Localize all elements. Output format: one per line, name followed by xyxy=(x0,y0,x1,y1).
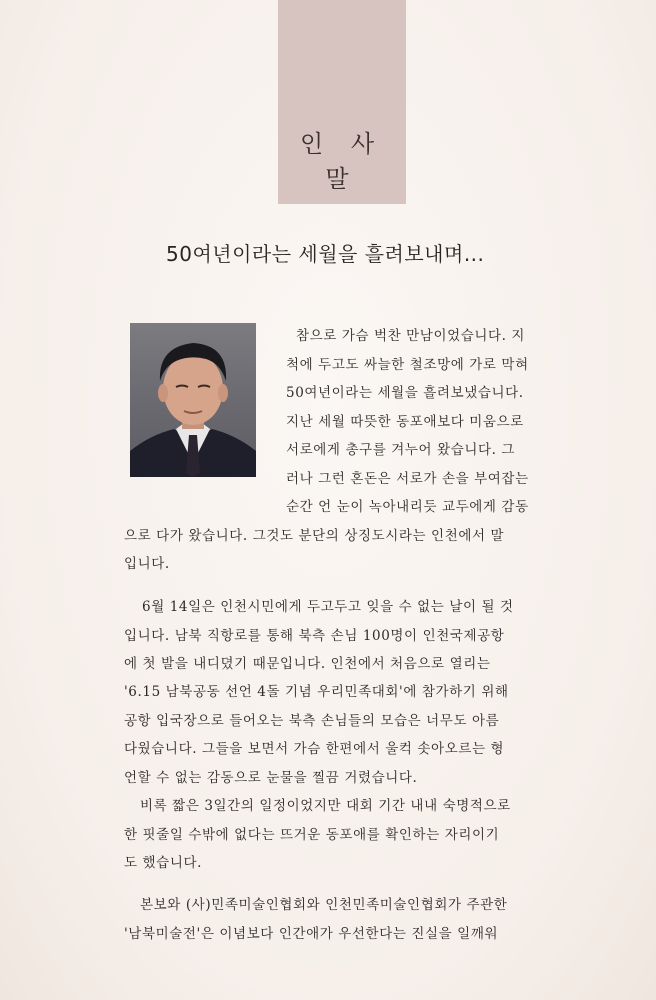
page-title: 인 사 말 xyxy=(300,130,384,193)
p4-line-2: '남북미술전'은 이념보다 인간애가 우선한다는 진실을 일깨워 xyxy=(124,926,499,942)
p2-line-3: 에 첫 발을 내디뎠기 때문입니다. 인천에서 처음으로 열리는 xyxy=(124,656,491,672)
p2-line-2: 입니다. 남북 직항로를 통해 북측 손님 100명이 인천국제공항 xyxy=(124,628,505,644)
p2-line-4: '6.15 남북공동 선언 4돌 기념 우리민족대회'에 참가하기 위해 xyxy=(124,684,509,700)
p1-line-7: 순간 언 눈이 녹아내리듯 교두에게 감동 xyxy=(286,499,529,515)
p2-line-6: 다웠습니다. 그들을 보면서 가슴 한편에서 울컥 솟아오르는 형 xyxy=(124,741,505,757)
p3-line-2: 한 핏줄일 수밖에 없다는 뜨거운 동포애를 확인하는 자리이기 xyxy=(124,827,500,843)
p1-line-4: 지난 세월 따뜻한 동포애보다 미움으로 xyxy=(286,414,524,430)
p1-line-2: 척에 두고도 싸늘한 철조망에 가로 막혀 xyxy=(286,357,529,373)
author-portrait xyxy=(130,323,256,477)
p1-line-9: 입니다. xyxy=(124,556,170,572)
p3-line-3: 도 했습니다. xyxy=(124,855,202,871)
p2-line-5: 공항 입국장으로 들어오는 북측 손님들의 모습은 너무도 아름 xyxy=(124,713,500,729)
p3-line-1: 비록 짧은 3일간의 일정이었지만 대회 기간 내내 숙명적으로 xyxy=(140,798,511,814)
p1-line-1: 참으로 가슴 벅찬 만남이었습니다. 지 xyxy=(296,328,526,344)
p4-line-1: 본보와 (사)민족미술인협회와 인천민족미술인협회가 주관한 xyxy=(140,897,508,913)
p1-line-5: 서로에게 총구를 겨누어 왔습니다. 그 xyxy=(286,442,516,458)
portrait-photo xyxy=(130,323,256,477)
p1-line-6: 러나 그런 혼돈은 서로가 손을 부여잡는 xyxy=(286,471,529,487)
p2-line-7: 언할 수 없는 감동으로 눈물을 찔끔 거렸습니다. xyxy=(124,770,418,786)
article-subtitle: 50여년이라는 세월을 흘려보내며... xyxy=(166,242,485,266)
title-banner xyxy=(278,0,406,204)
p1-line-8: 으로 다가 왔습니다. 그것도 분단의 상징도시라는 인천에서 말 xyxy=(124,528,505,544)
p1-line-3: 50여년이라는 세월을 흘려보냈습니다. xyxy=(286,385,524,401)
p2-line-1: 6월 14일은 인천시민에게 두고두고 잊을 수 없는 날이 될 것 xyxy=(142,599,514,615)
